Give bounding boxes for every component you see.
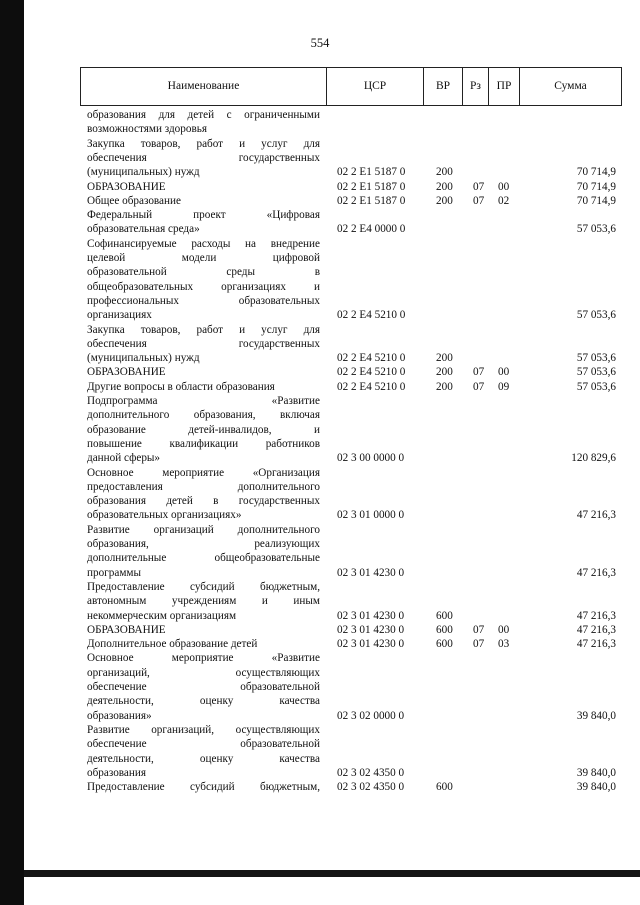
row-name: образовательных организациях» [87, 509, 242, 522]
row-name: образования [87, 766, 147, 779]
row-csr: 02 3 01 0000 0 [337, 509, 405, 522]
row-vr: 200 [436, 352, 453, 365]
row-sum: 70 714,9 [576, 180, 616, 193]
row-csr: 02 3 01 4230 0 [337, 609, 405, 622]
header-csr: ЦСР [327, 68, 424, 105]
row-pr: 02 [498, 194, 510, 207]
page-number: 554 [310, 36, 330, 50]
row-name: образовательной среды в [87, 266, 320, 279]
row-name: повышение квалификации работников [87, 437, 320, 450]
row-name: (муниципальных) нужд [87, 166, 200, 179]
row-pr: 00 [498, 366, 510, 379]
table-header [80, 67, 622, 106]
row-name: автономным учреждениям и иным [87, 595, 320, 608]
row-name: Предоставление субсидий бюджетным, [87, 781, 320, 794]
row-name: деятельности, оценку качества [87, 752, 320, 765]
row-vr: 600 [436, 623, 453, 636]
row-name: Софинансируемые расходы на внедрение [87, 237, 320, 250]
row-vr: 200 [436, 180, 453, 193]
row-name: ОБРАЗОВАНИЕ [87, 366, 166, 379]
row-vr: 200 [436, 366, 453, 379]
row-csr: 02 2 E4 5210 0 [337, 366, 406, 379]
row-vr: 600 [436, 609, 453, 622]
row-pr: 09 [498, 380, 510, 393]
row-csr: 02 2 E1 5187 0 [337, 194, 406, 207]
row-csr: 02 2 E4 5210 0 [337, 352, 406, 365]
row-pr: 03 [498, 638, 510, 651]
row-sum: 57 053,6 [576, 366, 616, 379]
row-name: Развитие организаций дополнительного [87, 523, 320, 536]
row-name: обеспечения государственных [87, 337, 320, 350]
row-rz: 07 [473, 180, 485, 193]
row-name: Развитие организаций, осуществляющих [87, 723, 320, 736]
row-sum: 120 829,6 [571, 452, 616, 465]
row-sum: 57 053,6 [576, 223, 616, 236]
row-name: Предоставление субсидий бюджетным, [87, 580, 320, 593]
row-name: возможностями здоровья [87, 123, 207, 136]
row-name: целевой модели цифровой [87, 252, 320, 264]
row-vr: 600 [436, 638, 453, 651]
row-name: общеобразовательных организациях и [87, 280, 320, 293]
scan-left-edge [0, 0, 24, 905]
row-name: образовательная среда» [87, 223, 200, 236]
row-name: образования» [87, 709, 152, 722]
row-sum: 57 053,6 [576, 352, 616, 365]
row-csr: 02 3 01 4230 0 [337, 623, 405, 636]
row-name: Закупка товаров, работ и услуг для [87, 137, 320, 150]
row-sum: 47 216,3 [576, 609, 616, 622]
row-name: образования детей в государственных [87, 495, 320, 508]
row-name: обеспечения государственных [87, 151, 320, 164]
row-name: обеспечение образовательной [87, 738, 320, 751]
header-pr: ПР [489, 68, 520, 105]
header-name: Наименование [81, 68, 327, 105]
row-csr: 02 2 E4 5210 0 [337, 380, 406, 393]
row-vr: 600 [436, 781, 453, 794]
row-csr: 02 3 01 4230 0 [337, 566, 405, 579]
row-name: дополнительного образования, включая [87, 409, 320, 422]
row-sum: 39 840,0 [576, 766, 616, 779]
row-pr: 00 [498, 180, 510, 193]
row-name: обеспечение образовательной [87, 681, 320, 693]
row-name: предоставления дополнительного [87, 480, 320, 493]
row-rz: 07 [473, 380, 485, 393]
row-name: организаций, осуществляющих [87, 666, 320, 679]
header-sum: Сумма [554, 80, 587, 92]
row-rz: 07 [473, 194, 485, 207]
row-csr: 02 3 01 4230 0 [337, 638, 405, 651]
row-name: Дополнительное образование детей [87, 638, 258, 651]
row-name: программы [87, 566, 141, 579]
row-rz: 07 [473, 638, 485, 651]
row-sum: 39 840,0 [576, 709, 616, 722]
row-name: профессиональных образовательных [87, 294, 320, 307]
row-name: Закупка товаров, работ и услуг для [87, 323, 320, 336]
row-name: дополнительные общеобразовательные [87, 552, 320, 565]
row-name: образования, реализующих [87, 538, 320, 550]
row-csr: 02 3 02 4350 0 [337, 781, 405, 794]
row-csr: 02 2 E1 5187 0 [337, 180, 406, 193]
row-name: (муниципальных) нужд [87, 352, 200, 365]
row-name: Основное мероприятие «Развитие [87, 652, 320, 665]
row-rz: 07 [473, 366, 485, 379]
row-csr: 02 3 02 4350 0 [337, 766, 405, 779]
row-name: образования для детей с ограниченными [87, 109, 320, 121]
row-name: данной сферы» [87, 452, 161, 465]
row-rz: 07 [473, 623, 485, 636]
row-vr: 200 [436, 194, 453, 207]
row-sum: 39 840,0 [576, 781, 616, 794]
header-rz: Рз [463, 68, 489, 105]
header-vr: ВР [424, 68, 463, 105]
row-name: Подпрограмма «Развитие [87, 395, 320, 407]
row-sum: 47 216,3 [576, 623, 616, 636]
row-name: ОБРАЗОВАНИЕ [87, 623, 166, 636]
row-csr: 02 3 00 0000 0 [337, 452, 405, 465]
row-csr: 02 2 E1 5187 0 [337, 166, 406, 179]
row-name: образование детей-инвалидов, и [87, 423, 320, 436]
row-sum: 70 714,9 [576, 166, 616, 179]
row-sum: 57 053,6 [576, 309, 616, 322]
row-name: Другие вопросы в области образования [87, 380, 275, 393]
row-name: ОБРАЗОВАНИЕ [87, 180, 166, 193]
row-sum: 47 216,3 [576, 566, 616, 579]
row-name: Основное мероприятие «Организация [87, 466, 320, 479]
row-name: организациях [87, 309, 152, 322]
row-vr: 200 [436, 166, 453, 179]
row-name: некоммерческим организациям [87, 609, 237, 622]
row-vr: 200 [436, 380, 453, 393]
row-sum: 47 216,3 [576, 509, 616, 522]
row-csr: 02 3 02 0000 0 [337, 709, 405, 722]
row-name: Федеральный проект «Цифровая [87, 209, 320, 222]
row-name: деятельности, оценку качества [87, 695, 320, 708]
row-name: Общее образование [87, 194, 181, 207]
row-csr: 02 2 E4 5210 0 [337, 309, 406, 322]
scan-bottom-edge [24, 870, 640, 877]
row-sum: 57 053,6 [576, 380, 616, 393]
row-pr: 00 [498, 623, 510, 636]
row-csr: 02 2 E4 0000 0 [337, 223, 406, 236]
row-sum: 47 216,3 [576, 638, 616, 651]
row-sum: 70 714,9 [576, 194, 616, 207]
